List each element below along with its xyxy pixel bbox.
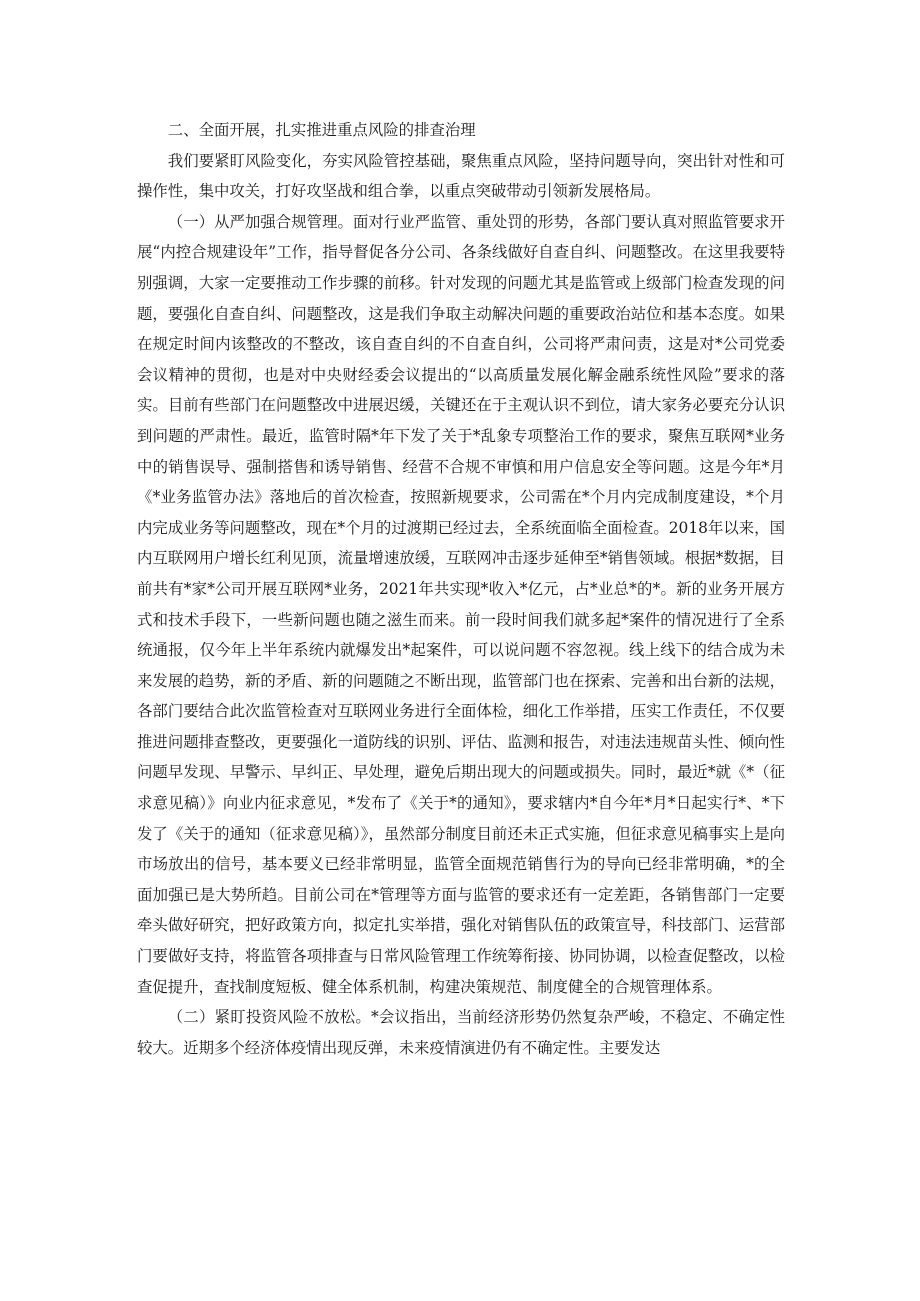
document-body — [137, 115, 785, 1063]
paragraph-investment-risk: （二）紧盯投资风险不放松。*会议指出，当前经济形势仍然复杂严峻，不稳定、不确定性较大。近期多个经济体疫情出现反弹，未来疫情演进仍有不确定性。主要发达 — [137, 1008, 785, 1057]
paragraph-intro: 我们要紧盯风险变化，夯实风险管控基础，聚焦重点风险，坚持问题导向，突出针对性和可操作性，集中攻关，打好攻坚战和组合拳，以重点突破带动引领新发展格局。 — [137, 151, 785, 201]
paragraph-compliance: （一）从严加强合规管理。面对行业严监管、重处罚的形势，各部门要认真对照监管要求开展“内控合规建设年”工作，指导督促各分公司、各条线做好自查自纠、问题整改。在这里我要特别强调，大家一定要推动工作步骤的前移。针对发现的问题尤其是监管或上级部门检查发现的问题，要强化自查自纠、问题整改，这是我们争取主动解决问题的重要政治站位和基本态度。如果在规定时间内该整改的不整改，该自查自纠的不自查自纠，公司将严肃问责，这是对*公司党委会议精神的贯彻，也是对中央财经委会议提出的“以高质量发展化解金融系统性风险”要求的落实。目前有些部门在问题整改中进展迟缓，关键还在于主观认识不到位，请大家务必要充分认识到问题的严肃性。最近，监管时隔*年下发了关于*乱象专项整治工作的要求，聚焦互联网*业务中的销售误导、强制搭售和诱导销售、经营不合规不审慎和用户信息安全等问题。这是今年*月《*业务监管办法》落地后的首次检查，按照新规要求，公司需在*个月内完成制度建设，*个月内完成业务等问题整改，现在*个月的过渡期已经过去，全系统面临全面检查。2018年以来，国内互联网用户增长红利见顶，流量增速放缓，互联网冲击逐步延伸至*销售领域。根据*数据，目前共有*家*公司开展互联网*业务，2021年共实现*收入*亿元，占*业总*的*。新的业务开展方式和技术手段下，一些新问题也随之滋生而来。前一段时间我们就多起*案件的情况进行了全系统通报，仅今年上半年系统内就爆发出*起案件，可以说问题不容忽视。线上线下的结合成为未来发展的趋势，新的矛盾、新的问题随之不断出现，监管部门也在探索、完善和出台新的法规，各部门要结合此次监管检查对互联网业务进行全面体检，细化工作举措，压实工作责任，不仅要推进问题排查整改，更要强化一道防线的识别、评估、监测和报告，对违法违规苗头性、倾向性问题早发现、早警示、早纠正、早处理，避免后期出现大的问题或损失。同时，最近*就《*（征求意见稿）》向业内征求意见，*发布了《关于*的通知》，要求辖内*自今年*月*日起实行*、*下发了《关于的通知（征求意见稿）》，虽然部分制度目前还未正式实施，但征求意见稿事实上是向市场放出的信号，基本要义已经非常明显，监管全面规范销售行为的导向已经非常明确，*的全面加强已是大势所趋。目前公司在*管理等方面与监管的要求还有一定差距，各销售部门一定要牵头做好研究，把好政策方向，拟定扎实举措，强化对销售队伍的政策宣导，科技部门、运营部门要做好支持，将监管各项排查与日常风险管理工作统筹衔接、协同协调，以检查促整改，以检查促提升，查找制度短板、健全体系机制，构建决策规范、制度健全的合规管理体系。 — [137, 212, 785, 996]
section-heading: 二、全面开展，扎实推进重点风险的排查治理 — [167, 121, 476, 139]
